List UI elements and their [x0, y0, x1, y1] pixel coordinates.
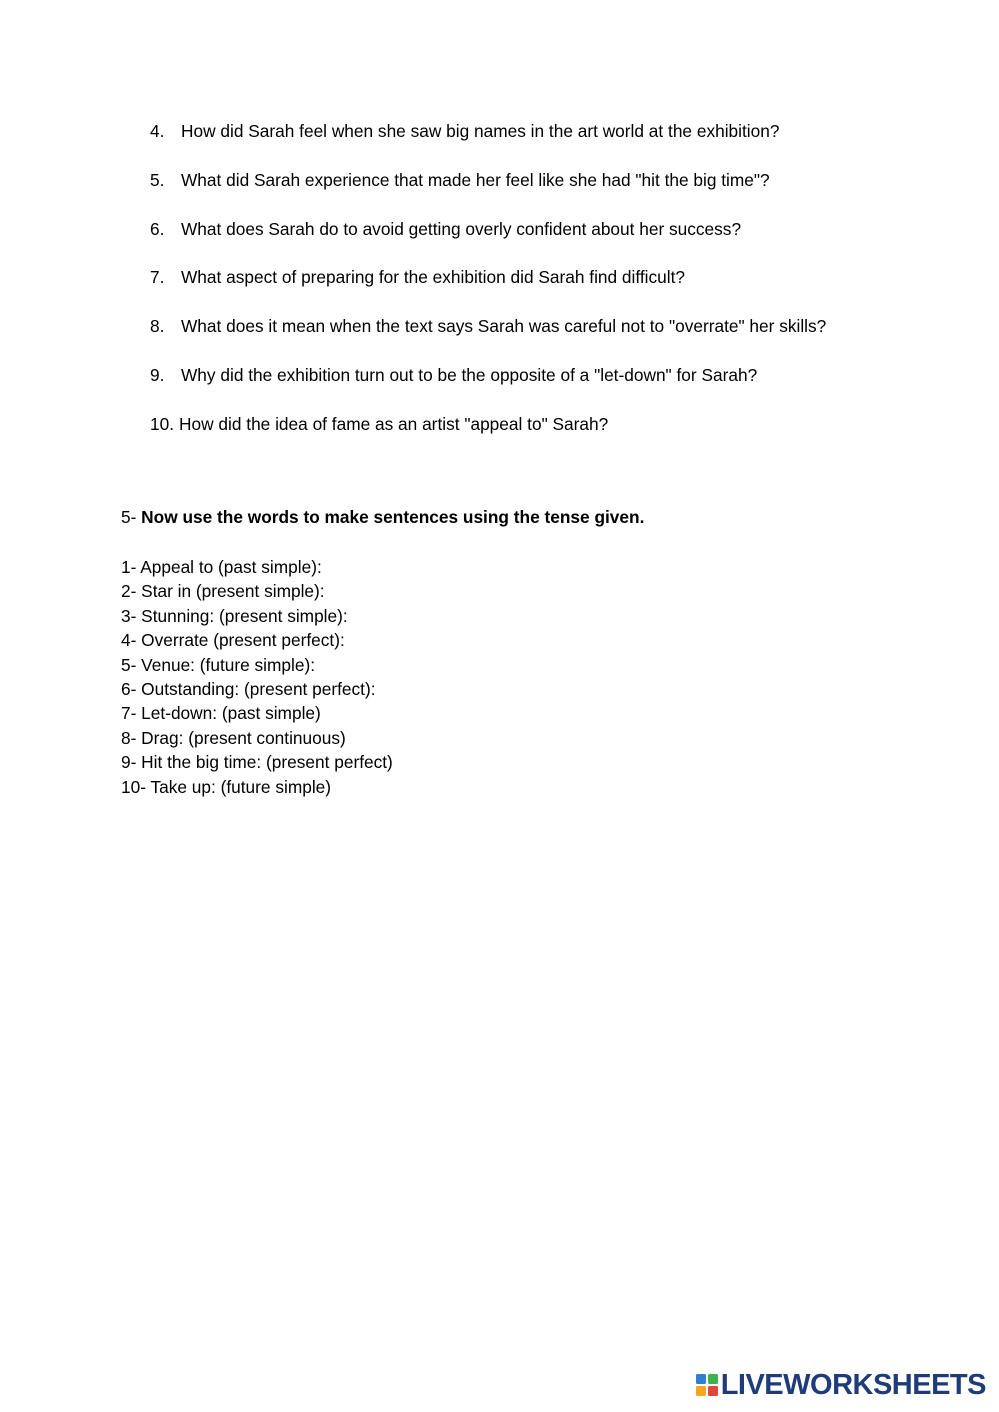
task-item: 5- Venue: (future simple): — [121, 654, 316, 675]
question-number: 7. — [150, 267, 165, 288]
sentence-task-list — [121, 555, 393, 799]
comprehension-questions-list — [150, 120, 826, 462]
question-text: What does it mean when the text says Sarah was careful not to "overrate" her skills? — [181, 316, 827, 337]
liveworksheets-logo — [696, 1368, 986, 1402]
task-item: 8- Drag: (present continuous) — [121, 727, 346, 748]
question-number: 10. — [150, 413, 175, 434]
section-5-heading — [121, 506, 644, 528]
question-text: How did Sarah feel when she saw big names in the art world at the exhibition? — [181, 121, 780, 141]
question-item — [150, 364, 826, 413]
question-number: 6. — [150, 218, 165, 239]
question-number: 9. — [150, 364, 165, 385]
question-text: Why did the exhibition turn out to be the opposite of a "let-down" for Sarah? — [181, 364, 758, 385]
liveworksheets-logo-icon — [696, 1374, 718, 1396]
question-number: 8. — [150, 316, 165, 337]
question-item — [150, 218, 826, 267]
logo-text: LIVEWORKSHEETS — [720, 1369, 986, 1401]
question-text: What aspect of preparing for the exhibition did Sarah find difficult? — [181, 267, 686, 288]
question-text: What did Sarah experience that made her feel like she had "hit the big time"? — [181, 169, 770, 190]
question-text: What does Sarah do to avoid getting overly confident about her success? — [181, 218, 742, 239]
task-item: 10- Take up: (future simple) — [121, 776, 332, 797]
question-text: How did the idea of fame as an artist "appeal to" Sarah? — [179, 413, 609, 434]
task-item: 1- Appeal to (past simple): — [121, 557, 322, 577]
question-number: 4. — [150, 121, 165, 141]
task-item: 9- Hit the big time: (present perfect) — [121, 752, 393, 773]
question-item — [150, 413, 826, 462]
question-item — [150, 120, 826, 169]
question-item — [150, 266, 826, 315]
task-item: 7- Let-down: (past simple) — [121, 703, 321, 724]
section-number: 5- — [121, 507, 142, 527]
section-instruction: Now use the words to make sentences using the tense given. — [141, 507, 645, 527]
task-item: 3- Stunning: (present simple): — [121, 605, 348, 626]
task-item: 4- Overrate (present perfect): — [121, 630, 345, 651]
task-item: 2- Star in (present simple): — [121, 581, 325, 602]
question-item — [150, 315, 826, 364]
task-item: 6- Outstanding: (present perfect): — [121, 679, 376, 700]
question-number: 5. — [150, 169, 165, 190]
question-item — [150, 169, 826, 218]
